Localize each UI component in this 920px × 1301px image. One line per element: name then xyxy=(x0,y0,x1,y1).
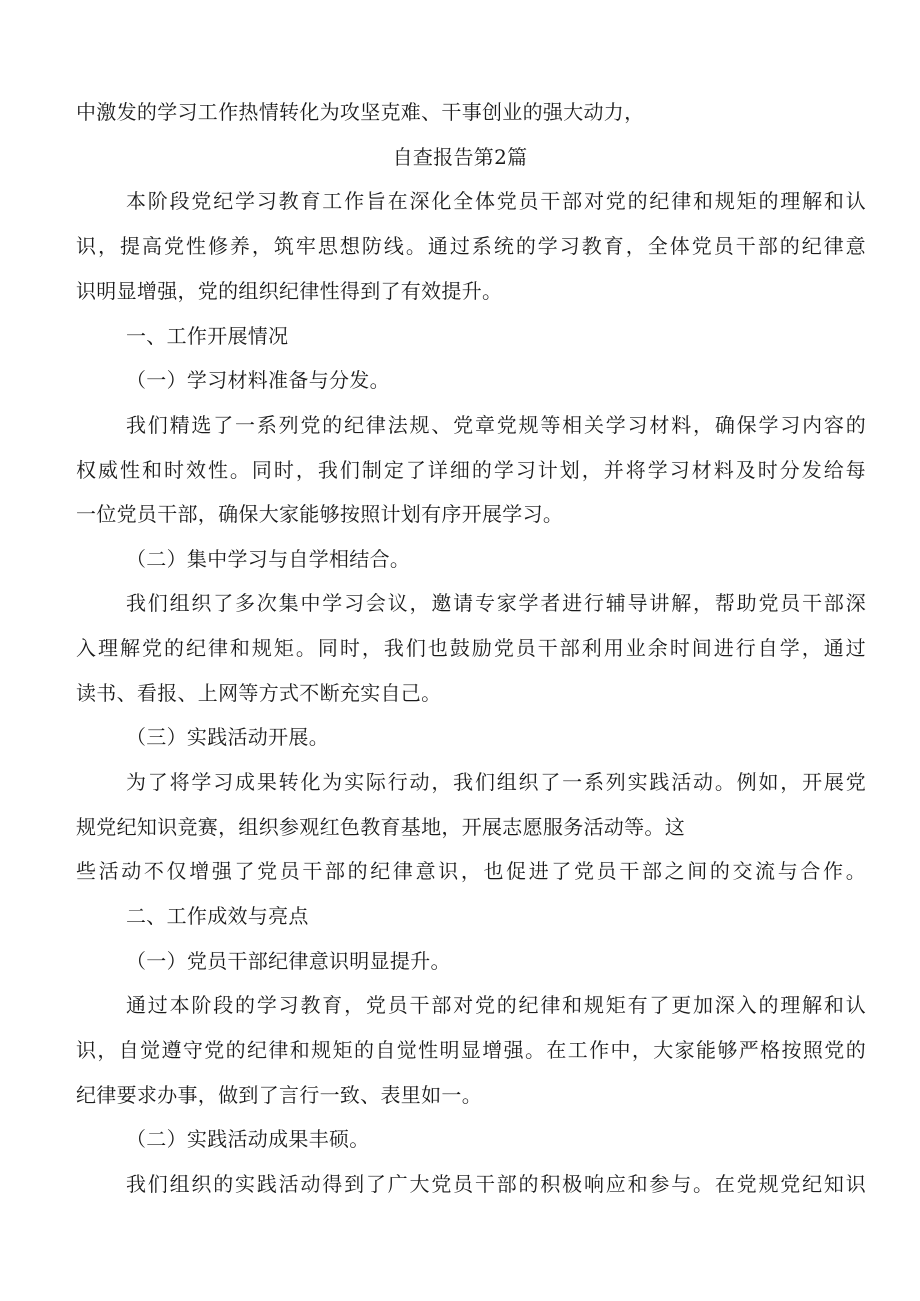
heading-level1: 二、工作成效与亮点 xyxy=(126,904,309,928)
heading-level2: （二）实践活动成果丰硕。 xyxy=(126,1127,370,1151)
text-line: 中激发的学习工作热情转化为攻坚克难、干事创业的强大动力， xyxy=(76,100,645,124)
heading-level2: （二）集中学习与自学相结合。 xyxy=(126,547,411,571)
paragraph-line: 读书、看报、上网等方式不断充实自己。 xyxy=(76,681,442,705)
paragraph-line: 一位党员干部，确保大家能够按照计划有序开展学习。 xyxy=(76,502,564,526)
heading-level1: 一、工作开展情况 xyxy=(126,324,289,348)
paragraph-line: 些活动不仅增强了党员干部的纪律意识，也促进了党员干部之间的交流与合作。 xyxy=(76,859,866,883)
paragraph-line: 识，自觉遵守党的纪律和规矩的自觉性明显增强。在工作中，大家能够严格按照党的 xyxy=(76,1038,866,1062)
paragraph-line: 识明显增强，党的组织纪律性得到了有效提升。 xyxy=(76,279,503,303)
paragraph-line: 识，提高党性修养，筑牢思想防线。通过系统的学习教育，全体党员干部的纪律意 xyxy=(76,234,866,258)
paragraph-line: 为了将学习成果转化为实际行动，我们组织了一系列实践活动。例如，开展党 xyxy=(126,770,866,794)
paragraph-line: 规党纪知识竞赛，组织参观红色教育基地，开展志愿服务活动等。这 xyxy=(76,815,685,839)
paragraph-line: 我们精选了一系列党的纪律法规、党章党规等相关学习材料，确保学习内容的 xyxy=(126,413,866,437)
paragraph-line: 我们组织的实践活动得到了广大党员干部的积极响应和参与。在党规党纪知识 xyxy=(126,1172,866,1196)
paragraph-line: 入理解党的纪律和规矩。同时，我们也鼓励党员干部利用业余时间进行自学，通过 xyxy=(76,636,866,660)
paragraph-line: 通过本阶段的学习教育，党员干部对党的纪律和规矩有了更加深入的理解和认 xyxy=(126,993,866,1017)
paragraph-line: 纪律要求办事，做到了言行一致、表里如一。 xyxy=(76,1083,482,1107)
heading-level2: （一）学习材料准备与分发。 xyxy=(126,368,390,392)
paragraph-line: 本阶段党纪学习教育工作旨在深化全体党员干部对党的纪律和规矩的理解和认 xyxy=(126,189,866,213)
heading-level2: （一）党员干部纪律意识明显提升。 xyxy=(126,949,451,973)
paragraph-line: 权威性和时效性。同时，我们制定了详细的学习计划，并将学习材料及时分发给每 xyxy=(76,458,866,482)
section-title: 自查报告第2篇 xyxy=(392,145,528,169)
heading-level2: （三）实践活动开展。 xyxy=(126,725,329,749)
paragraph-line: 我们组织了多次集中学习会议，邀请专家学者进行辅导讲解，帮助党员干部深 xyxy=(126,591,866,615)
